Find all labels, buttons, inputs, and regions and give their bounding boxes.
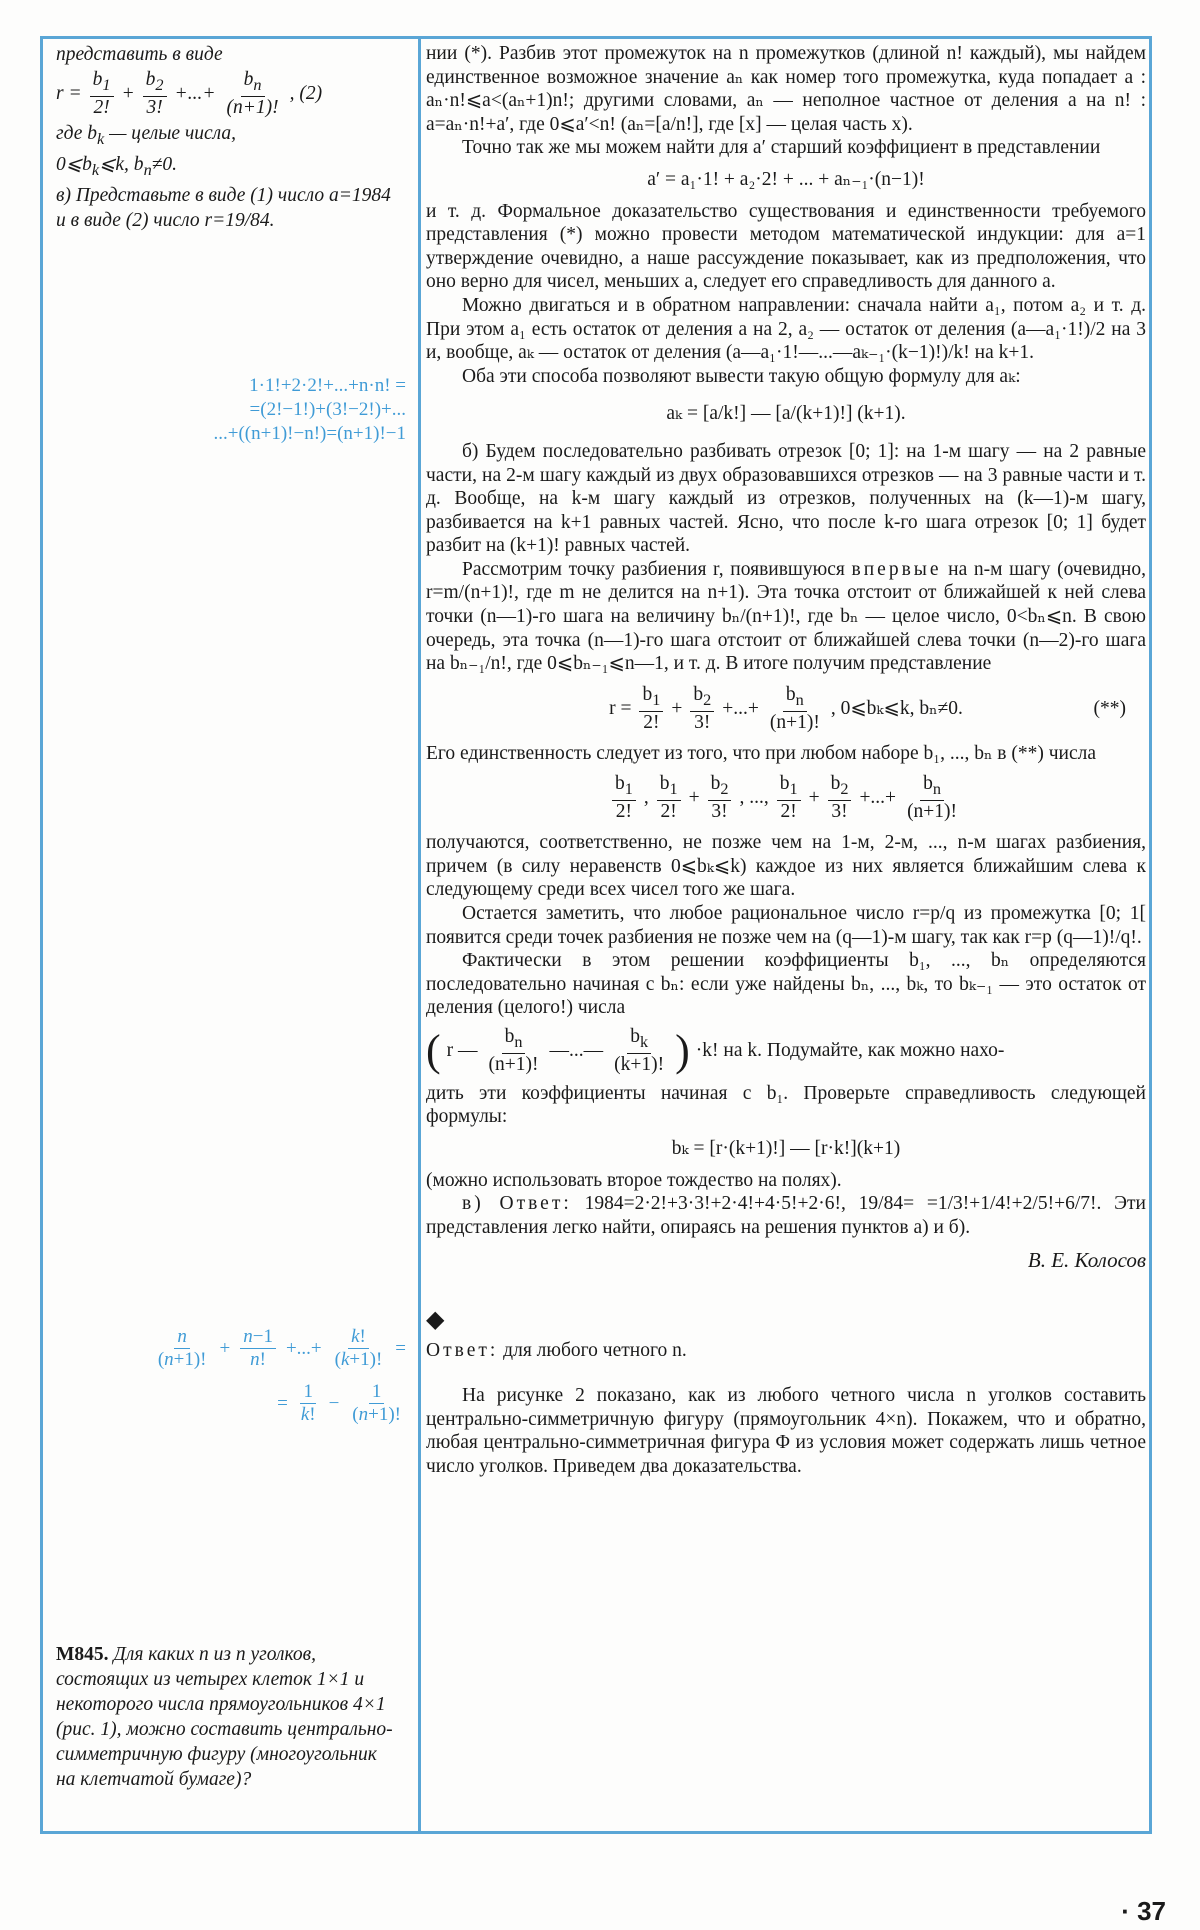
main-text-column [426, 42, 1146, 1479]
column-divider [418, 36, 421, 1834]
answer-m845: Ответ: для любого четного n. [426, 1339, 687, 1361]
fraction: $\frac{b_n}{(n+1)!}$ [226, 69, 279, 118]
fraction: $\frac{b_2}{3!}$ [143, 69, 167, 119]
fraction: $\frac{n}{(n+1)!}$ [157, 1326, 207, 1370]
paragraph: Его единственность следует из того, что при любом наборе b₁, ..., bₙ в (**) числа [426, 742, 1097, 764]
paragraph: Фактически в этом решении коэффициенты b₁, ..., bₙ определяются последовательно начиная с bₙ: если уже найдены bₙ, ..., bₖ, то bₖ₋₁ — это остаток от деления (целого!) числа [426, 950, 1146, 1019]
problem-m845: M845. Для каких n из n уголков, состоящих из четырех клеток 1×1 и некоторого числа прямоугольников 4×1 (рис. 1), можно составить центрально-симметричную фигуру (многоугольник на клетчатой бумаге)? [56, 1644, 393, 1790]
left-line1: представить в виде [56, 44, 223, 65]
paragraph: Оба эти способа позволяют вывести такую общую формулу для aₖ: [462, 365, 1021, 387]
fraction: $\frac{k!}{(k+1)!}$ [334, 1326, 383, 1370]
paragraph: Точно так же мы можем найти для a′ старший коэффициент в представлении [462, 137, 1101, 159]
where-line: где $b_k$ — целые числа, [56, 122, 237, 148]
condition-line: $0⩽b_k⩽k$, $b_n\ne 0$. [56, 153, 178, 179]
paragraph: На рисунке 2 показано, как из любого четного числа n уголков составить центрально-симметричную фигуру (прямоугольник 4×n). Покажем, что и обратно, любая центрально-симметричная фигура Φ из условия может содержать лишь четное число уголков. Приведем два доказательства. [426, 1385, 1146, 1477]
paragraph: и т. д. Формальное доказательство существования и единственности требуемого представления (*) можно провести методом математической индукции: для a=1 утверждение очевидно, а наше рассуждение показывает, как из предположения, что оно верно для чисел, меньших a, следует его справедливость для данного a. [426, 200, 1146, 293]
formula-remainder: ( r — $\frac{b_n}{(n+1)!}$ —...— $\frac{b_k}{(k+1)!}$ ) ·k! на k. Подумайте, как можно нахо- [426, 1025, 1005, 1075]
part-v: в) Представьте в виде (1) число a=1984 и в виде (2) число r=19/84. [56, 184, 391, 231]
diamond-icon: ◆ [426, 1307, 445, 1334]
fraction: $\frac{b_1}{2!}$ [90, 69, 114, 119]
answer-v: в) Ответ: 1984=2·2!+3·3!+2·4!+4·5!+2·6!, 19/84= =1/3!+1/4!+2/5!+6/7!. Эти представления легко найти, опираясь на решения пунктов а) и б). [426, 1193, 1146, 1238]
paragraph: Рассмотрим точку разбиения r, появившуюся впервые на n-м шагу (очевидно, r=m/(n+1)!, где m не делится на n+1). Эта точка отстоит от ближайшей к ней слева точки (n—1)-го шага на величину bₙ/(n+1)!, где bₙ — целое число, 0<bₙ⩽n. В свою очередь, эта точка (n—1)-го шага отстоит от ближайшей слева точки (n—2)-го шага на bₙ₋₁/n!, где 0⩽bₙ₋₁⩽n—1, и т. д. В итоге получим представление [426, 558, 1146, 675]
author: В. Е. Колосов [1027, 1248, 1146, 1273]
paragraph: Остается заметить, что любое рациональное число r=p/q из промежутка [0; 1[ появится среди точек разбиения не позже чем на (q—1)-м шагу, так как r=p (q—1)!/q!. [426, 903, 1146, 948]
formula-bk: bₖ = [r·(k+1)!] — [r·k!](k+1) [671, 1138, 901, 1160]
paragraph: Можно двигаться и в обратном направлении: сначала найти a₁, потом a₂ и т. д. При этом a₁ есть остаток от деления a на 2, a₂ — остаток от деления (a—a₁·1!)/2 на 3 и, вообще, aₖ — остаток от деления (a—a₁·1!—...—aₖ₋₁·(k−1)!)/k! на k+1. [426, 294, 1146, 364]
formula-double-star: r = $\frac{b_1}{2!}$ + $\frac{b_2}{3!}$ +...+ $\frac{b_n}{(n+1)!}$ , 0⩽bₖ⩽k, bₙ≠0. (**) [609, 683, 1126, 733]
formula-sequence: $\frac{b_1}{2!}$ , $\frac{b_1}{2!}$ + $\frac{b_2}{3!}$ , ..., $\frac{b_1}{2!}$ + $\frac{b_2}{3!}$ +...+ $\frac{b_n}{(n+1)!}$ [426, 773, 1146, 823]
fraction: $\frac{1}{(n+1)!}$ [352, 1381, 401, 1425]
margin-identity: 1·1!+2·2!+...+n·n! = =(2!−1!)+(3!−2!)+... ...+((n+1)!−n!)=(n+1)!−1 [213, 375, 406, 444]
paragraph: б) Будем последовательно разбивать отрезок [0; 1]: на 1-м шагу — на 2 равные части, на 2-м шагу каждый из двух образовавшихся отрезков — на 3 равные части и т. д. Вообще, на k-м шагу каждый из отрезков, полученных на (k—1)-м шагу, разбивается на k+1 равных частей. Ясно, что после k-го шага отрезок [0; 1] будет разбит на (k+1)! равных частей. [426, 440, 1146, 557]
paragraph: дить эти коэффициенты начиная с b₁. Проверьте справедливость следующей формулы: [426, 1082, 1146, 1128]
formula-2: r = $\frac{b_1}{2!}$ + $\frac{b_2}{3!}$ +...+ $\frac{b_n}{(n+1)!}$ , (2) [56, 69, 323, 118]
fraction: $\frac{n-1}{n!}$ [240, 1326, 276, 1371]
paragraph: нии (*). Разбив этот промежуток на n промежутков (длиной n! каждый), мы найдем единственное возможное значение aₙ как номер того промежутка, куда попадает a : aₙ·n!⩽a<(aₙ+1)n!; другими словами, aₙ — неполное частное от деления a на n! : a=aₙ·n!+a′, где 0⩽a′<n! (aₙ=[a/n!], где [x] — целая часть x). [426, 43, 1146, 135]
left-problem-continuation [56, 42, 401, 233]
page-number: · 37 [1121, 1896, 1166, 1926]
formula-ak: aₖ = [a/k!] — [a/(k+1)!] (k+1). [666, 403, 906, 425]
paragraph: (можно использовать второе тождество на полях). [426, 1169, 842, 1191]
paragraph: получаются, соответственно, не позже чем на 1-м, 2-м, ..., n-м шагах разбиения, причем (в силу неравенств 0⩽bₖ⩽k) каждое из них является ближайшим слева к следующему среди всех чисел того же шага. [426, 832, 1146, 901]
formula-aprime: a′ = a₁·1! + a₂·2! + ... + aₙ₋₁·(n−1)! [647, 168, 925, 190]
margin-fraction-identity: $\frac{n}{(n+1)!}$ + $\frac{n-1}{n!}$ +...+ $\frac{k!}{(k+1)!}$ = = $\frac{1}{k!}$ − $\frac{1}{(n+1)!}$ [50, 1326, 406, 1436]
fraction: $\frac{1}{k!}$ [300, 1381, 316, 1425]
